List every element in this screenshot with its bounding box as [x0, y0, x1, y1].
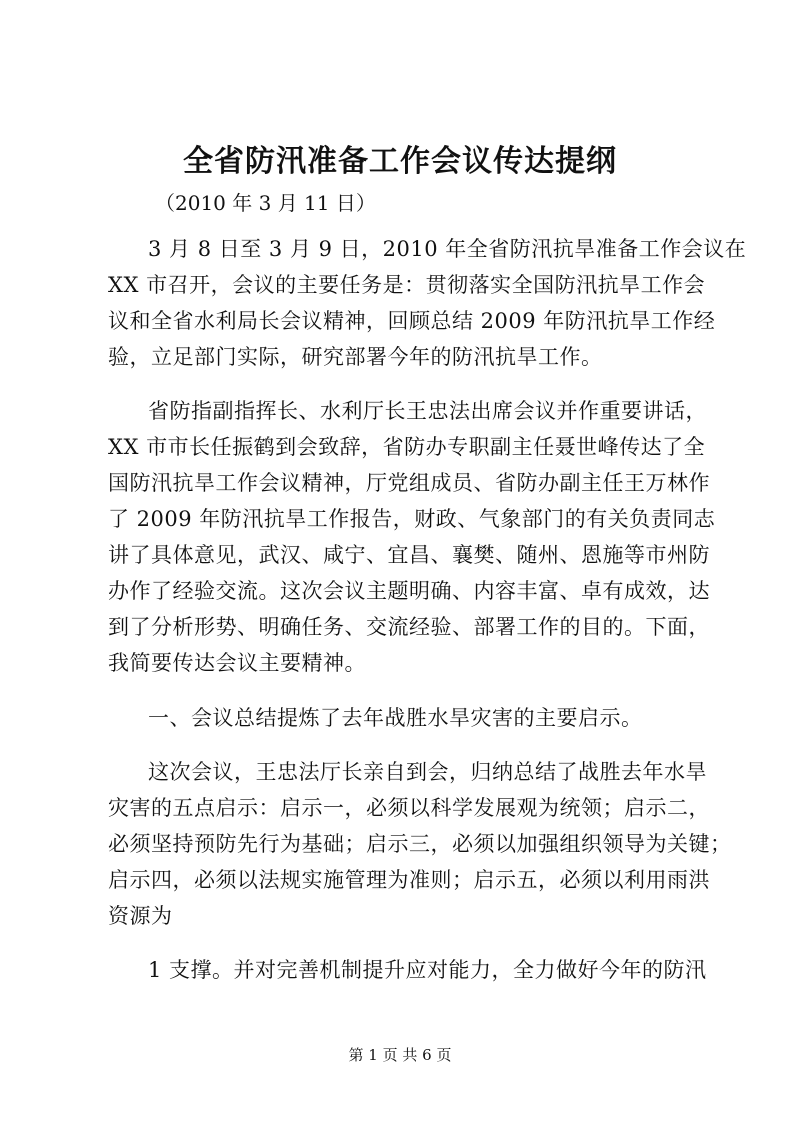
paragraph-line: 国防汛抗旱工作会议精神，厅党组成员、省防办副主任王万林作: [108, 471, 710, 495]
paragraph-line: 讲了具体意见，武汉、咸宁、宜昌、襄樊、随州、恩施等市州防: [108, 543, 710, 567]
page-footer: 第 1 页 共 6 页: [348, 1046, 452, 1064]
paragraph-line: 必须坚持预防先行为基础；启示三，必须以加强组织领导为关键；: [108, 832, 732, 856]
paragraph-line: XX 市市长任振鹤到会致辞，省防办专职副主任聂世峰传达了全: [108, 435, 706, 459]
paragraph-line: 验，立足部门实际，研究部署今年的防汛抗旱工作。: [108, 345, 603, 369]
section-heading: 一、会议总结提炼了去年战胜水旱灾害的主要启示。: [148, 706, 643, 730]
paragraph-line: 3 月 8 日至 3 月 9 日，2010 年全省防汛抗旱准备工作会议在: [148, 237, 747, 261]
document-date: （2010 年 3 月 11 日）: [155, 191, 376, 215]
paragraph-line: 资源为: [108, 904, 173, 928]
paragraph-line: 1 支撑。并对完善机制提升应对能力，全力做好今年的防汛: [148, 958, 707, 982]
paragraph-line: 灾害的五点启示：启示一，必须以科学发展观为统领；启示二，: [108, 796, 710, 820]
paragraph-line: 我简要传达会议主要精神。: [108, 651, 366, 675]
document-title: 全省防汛准备工作会议传达提纲: [183, 144, 617, 179]
paragraph-line: 了 2009 年防汛抗旱工作报告，财政、气象部门的有关负责同志: [108, 507, 716, 531]
paragraph-line: 办作了经验交流。这次会议主题明确、内容丰富、卓有成效，达: [108, 579, 710, 603]
paragraph-line: 到了分析形势、明确任务、交流经验、部署工作的目的。下面，: [108, 615, 710, 639]
paragraph-line: XX 市召开，会议的主要任务是：贯彻落实全国防汛抗旱工作会: [108, 273, 706, 297]
paragraph-line: 这次会议，王忠法厅长亲自到会，归纳总结了战胜去年水旱: [148, 760, 707, 784]
paragraph-line: 省防指副指挥长、水利厅长王忠法出席会议并作重要讲话，: [148, 399, 707, 423]
paragraph-line: 启示四，必须以法规实施管理为准则；启示五，必须以利用雨洪: [108, 868, 710, 892]
paragraph-line: 议和全省水利局长会议精神，回顾总结 2009 年防汛抗旱工作经: [108, 309, 716, 333]
